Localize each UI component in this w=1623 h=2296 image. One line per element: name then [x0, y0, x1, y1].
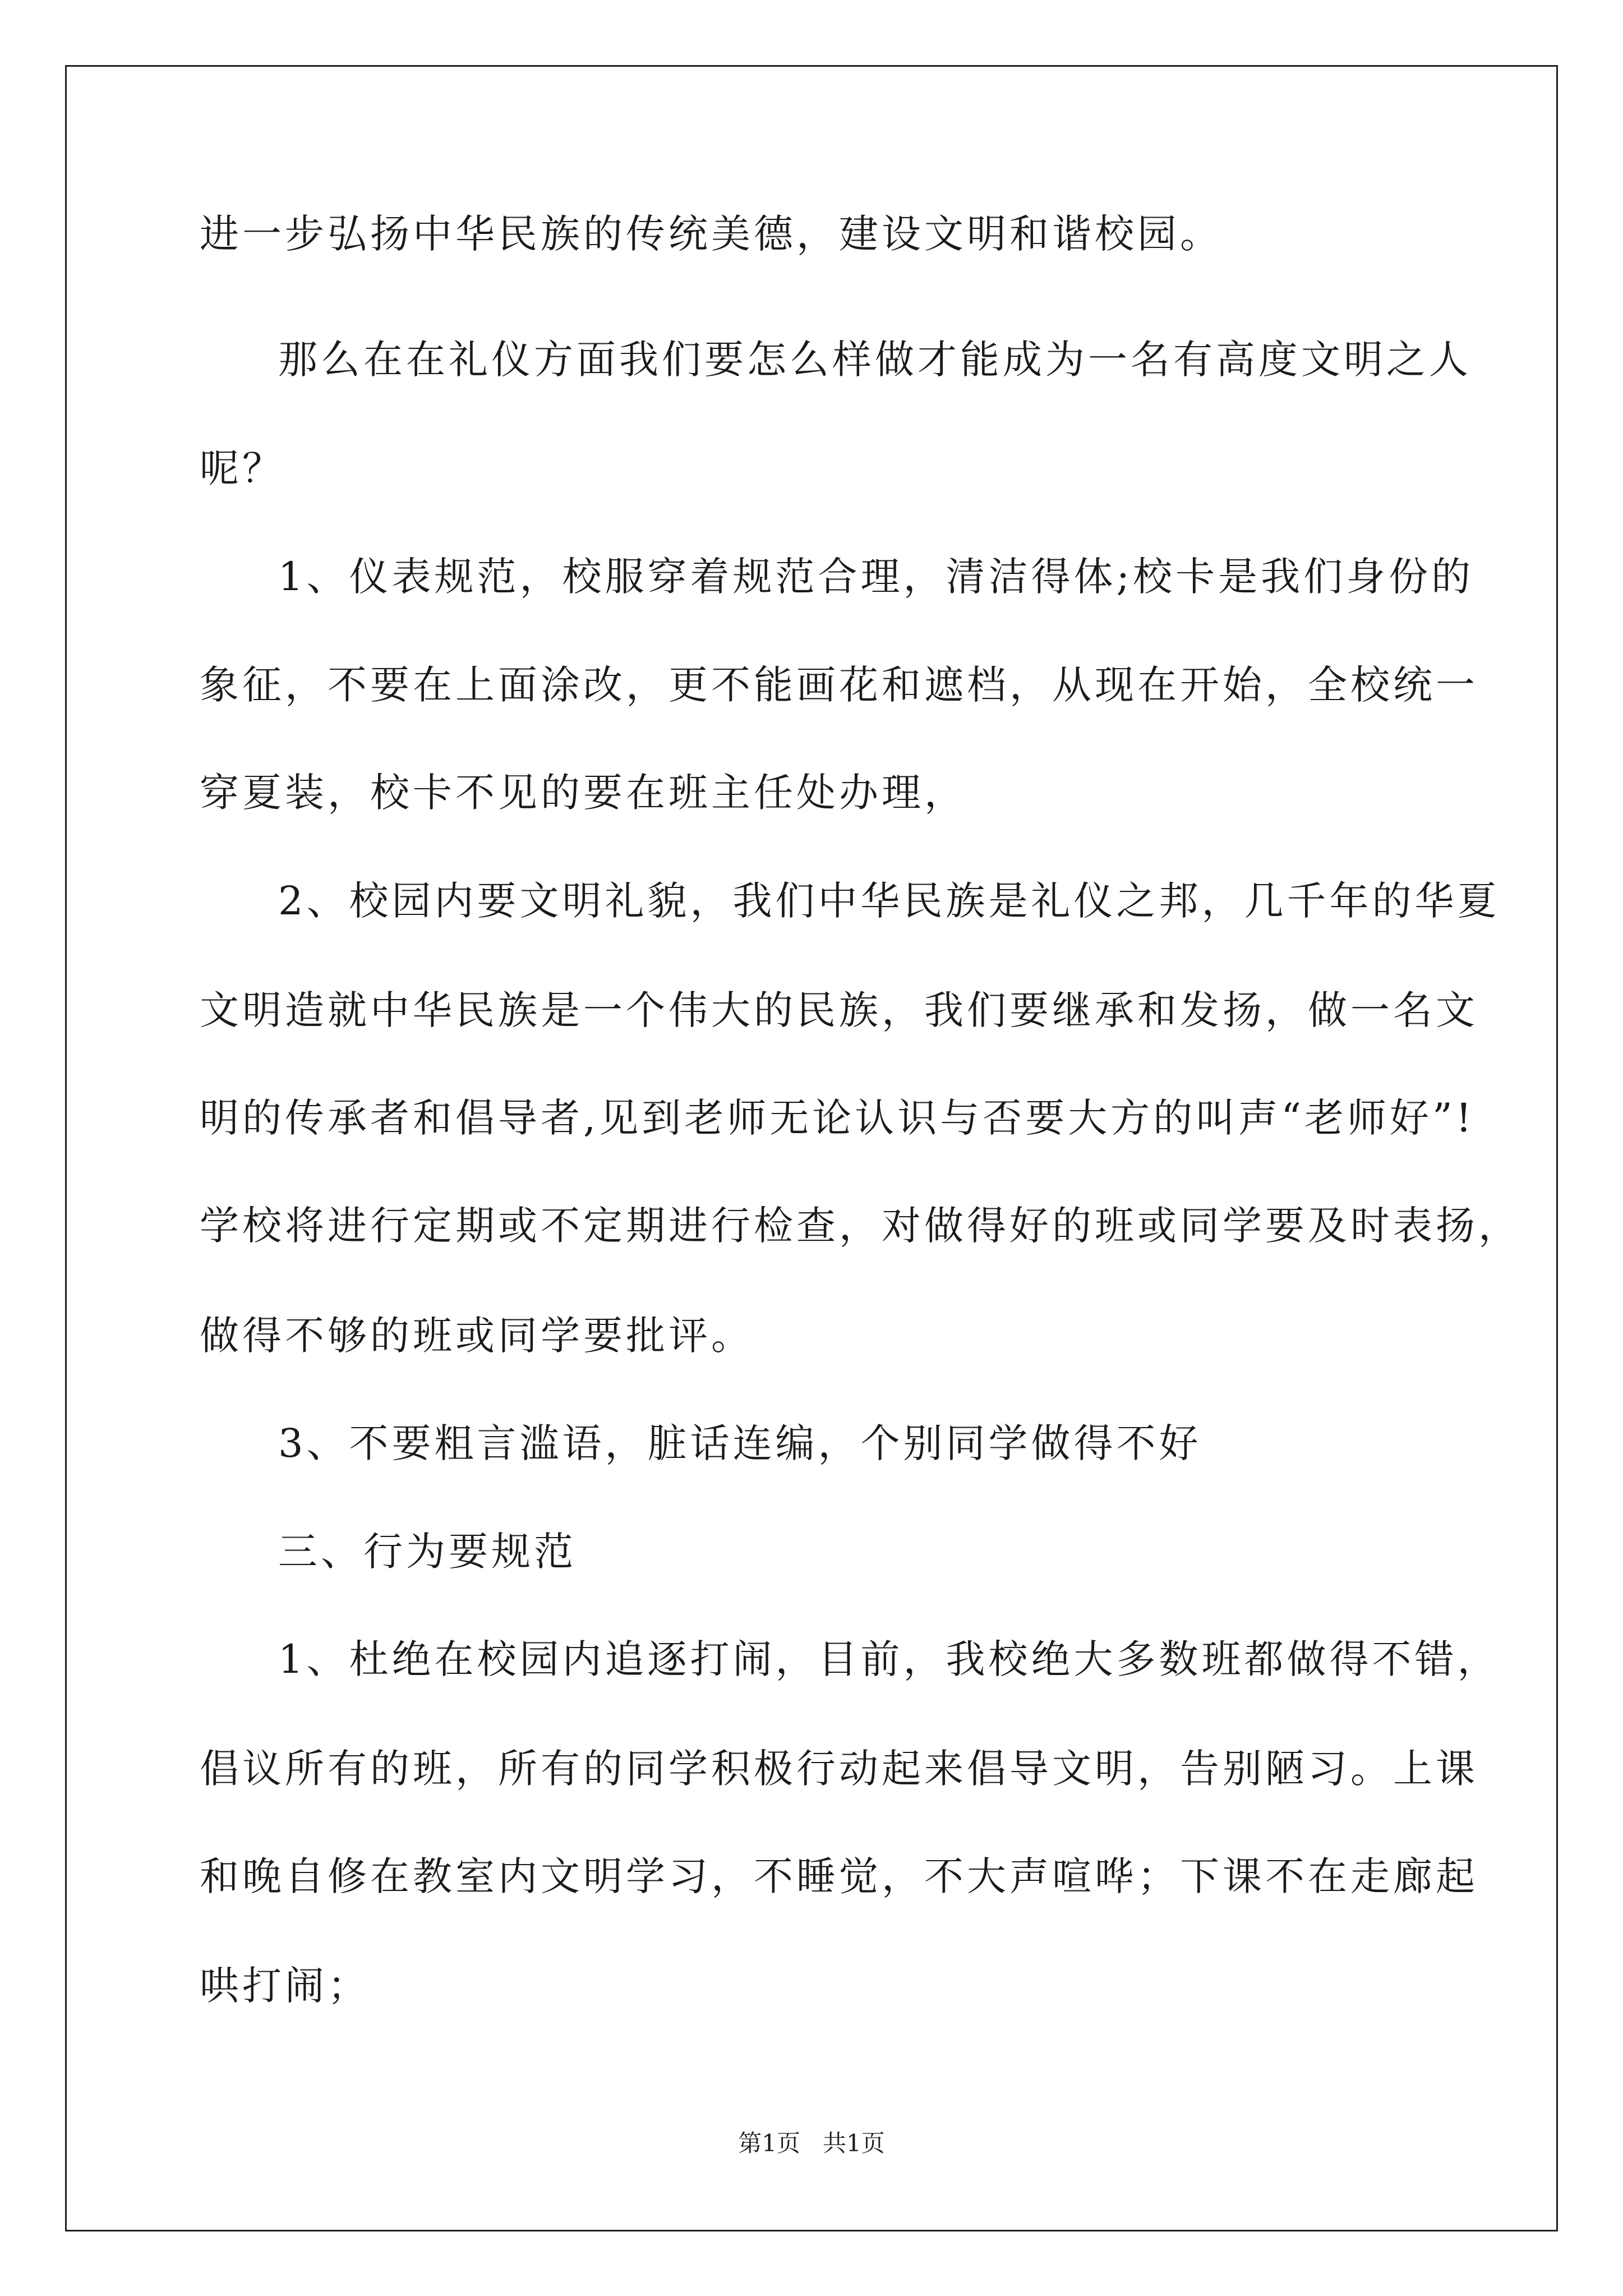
text-line-12: 3、不要粗言滥语，脏话连编，个别同学做得不好 [278, 1420, 1202, 1466]
page-number: 第1页 共1页 [738, 2129, 885, 2157]
text-line-11: 做得不够的班或同学要批评。 [200, 1313, 754, 1359]
text-line-1: 进一步弘扬中华民族的传统美德，建设文明和谐校园。 [200, 211, 1223, 257]
text-line-8: 文明造就中华民族是一个伟大的民族，我们要继承和发扬，做一名文 [200, 987, 1478, 1033]
text-line-2: 那么在在礼仪方面我们要怎么样做才能成为一名有高度文明之人 [278, 337, 1472, 383]
text-line-5: 象征，不要在上面涂改，更不能画花和遮档，从现在开始，全校统一 [200, 662, 1478, 708]
section-heading: 三、行为要规范 [278, 1529, 577, 1575]
text-line-4: 1、仪表规范，校服穿着规范合理，清洁得体;校卡是我们身份的 [278, 554, 1474, 600]
page-border [65, 65, 1558, 2231]
text-line-17: 哄打闹； [200, 1963, 370, 2009]
text-line-14: 1、杜绝在校园内追逐打闹，目前，我校绝大多数班都做得不错， [278, 1636, 1500, 1682]
text-line-7: 2、校园内要文明礼貌，我们中华民族是礼仪之邦，几千年的华夏 [278, 878, 1500, 924]
text-line-6: 穿夏装，校卡不见的要在班主任处办理， [200, 770, 967, 816]
text-line-15: 倡议所有的班，所有的同学积极行动起来倡导文明，告别陋习。上课 [200, 1746, 1478, 1792]
text-line-3: 呢？ [200, 445, 285, 491]
text-line-10: 学校将进行定期或不定期进行检查，对做得好的班或同学要及时表扬， [200, 1203, 1521, 1249]
text-line-16: 和晚自修在教室内文明学习，不睡觉，不大声喧哗；下课不在走廊起 [200, 1853, 1478, 1899]
text-line-9: 明的传承者和倡导者,见到老师无论认识与否要大方的叫声“老师好”! [200, 1095, 1475, 1141]
